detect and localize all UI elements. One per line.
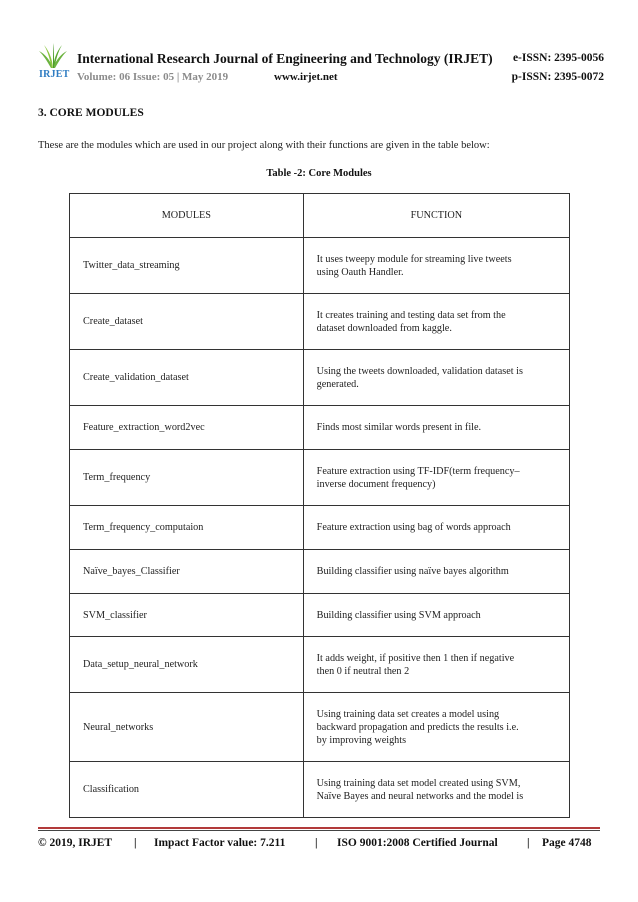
footer-page-number: Page 4748 bbox=[542, 837, 592, 849]
footer-copyright: © 2019, IRJET bbox=[38, 837, 113, 849]
module-cell: Term_frequency bbox=[70, 450, 304, 506]
module-cell: Naïve_bayes_Classifier bbox=[70, 550, 304, 594]
module-cell: Twitter_data_streaming bbox=[70, 238, 304, 294]
function-cell bbox=[303, 693, 569, 762]
function-line: Feature extraction using TF-IDF(term frequency– bbox=[316, 465, 520, 477]
table-row bbox=[70, 294, 570, 350]
function-cell bbox=[303, 350, 569, 406]
function-line: It creates training and testing data set from the bbox=[316, 309, 506, 321]
footer-separator: | bbox=[134, 837, 137, 849]
table-row bbox=[70, 350, 570, 406]
module-cell: Feature_extraction_word2vec bbox=[70, 406, 304, 450]
table-row bbox=[70, 506, 570, 550]
core-modules-table bbox=[69, 193, 570, 818]
function-line: Building classifier using SVM approach bbox=[316, 609, 481, 621]
function-cell bbox=[303, 550, 569, 594]
pissn: p-ISSN: 2395-0072 bbox=[511, 71, 604, 83]
function-cell bbox=[303, 506, 569, 550]
table-row bbox=[70, 238, 570, 294]
footer-rule-thin bbox=[38, 830, 600, 831]
function-line: Using training data set creates a model using bbox=[316, 708, 500, 720]
table-row bbox=[70, 550, 570, 594]
leaf-icon bbox=[36, 42, 70, 70]
table-row bbox=[70, 637, 570, 693]
module-cell: SVM_classifier bbox=[70, 594, 304, 637]
function-line: dataset downloaded from kaggle. bbox=[316, 322, 452, 334]
page-header bbox=[36, 42, 604, 86]
footer-rule bbox=[38, 827, 600, 829]
volume-issue: Volume: 06 Issue: 05 | May 2019 bbox=[77, 71, 229, 83]
module-cell: Classification bbox=[70, 762, 304, 818]
function-line: using Oauth Handler. bbox=[316, 266, 404, 278]
module-cell: Data_setup_neural_network bbox=[70, 637, 304, 693]
module-cell: Neural_networks bbox=[70, 693, 304, 762]
function-cell bbox=[303, 238, 569, 294]
table-row bbox=[70, 406, 570, 450]
function-line: Naïve Bayes and neural networks and the model is bbox=[316, 790, 524, 802]
function-line: Finds most similar words present in file. bbox=[316, 422, 482, 433]
footer-impact-factor: Impact Factor value: 7.211 bbox=[154, 837, 286, 849]
function-line: backward propagation and predicts the results i.e. bbox=[316, 721, 519, 733]
function-cell bbox=[303, 637, 569, 693]
footer-iso: ISO 9001:2008 Certified Journal bbox=[337, 837, 498, 849]
function-line: Using training data set model created using SVM, bbox=[316, 777, 521, 789]
footer-separator: | bbox=[315, 837, 318, 849]
table-row bbox=[70, 762, 570, 818]
function-cell bbox=[303, 450, 569, 506]
function-line: by improving weights bbox=[316, 734, 407, 746]
function-line: Feature extraction using bag of words approach bbox=[316, 522, 511, 533]
table-header-row bbox=[70, 194, 570, 238]
function-cell bbox=[303, 294, 569, 350]
header-function: FUNCTION bbox=[303, 194, 569, 238]
module-cell: Create_validation_dataset bbox=[70, 350, 304, 406]
logo-text: IRJET bbox=[39, 69, 70, 80]
table-row bbox=[70, 594, 570, 637]
table-caption: Table -2: Core Modules bbox=[266, 168, 372, 179]
intro-paragraph: These are the modules which are used in our project along with their functions are given in the table below: bbox=[38, 140, 490, 151]
function-line: It adds weight, if positive then 1 then if negative bbox=[316, 652, 515, 664]
eissn: e-ISSN: 2395-0056 bbox=[512, 52, 604, 64]
function-cell bbox=[303, 594, 569, 637]
function-line: Building classifier using naïve bayes algorithm bbox=[316, 566, 509, 577]
module-cell: Create_dataset bbox=[70, 294, 304, 350]
table-row bbox=[70, 450, 570, 506]
journal-title: International Research Journal of Engineering and Technology (IRJET) bbox=[77, 51, 493, 66]
function-cell bbox=[303, 406, 569, 450]
module-cell: Term_frequency_computaion bbox=[70, 506, 304, 550]
section-heading: 3. CORE MODULES bbox=[38, 107, 144, 119]
header-modules: MODULES bbox=[70, 194, 304, 238]
irjet-logo bbox=[36, 42, 70, 84]
function-line: Using the tweets downloaded, validation dataset is bbox=[316, 365, 523, 377]
function-line: generated. bbox=[316, 378, 359, 390]
footer-separator: | bbox=[527, 837, 530, 849]
function-line: then 0 if neutral then 2 bbox=[316, 665, 410, 677]
function-line: It uses tweepy module for streaming live tweets bbox=[316, 253, 512, 265]
journal-website-link[interactable]: www.irjet.net bbox=[274, 71, 338, 83]
table-row bbox=[70, 693, 570, 762]
function-cell bbox=[303, 762, 569, 818]
function-line: inverse document frequency) bbox=[316, 478, 436, 490]
